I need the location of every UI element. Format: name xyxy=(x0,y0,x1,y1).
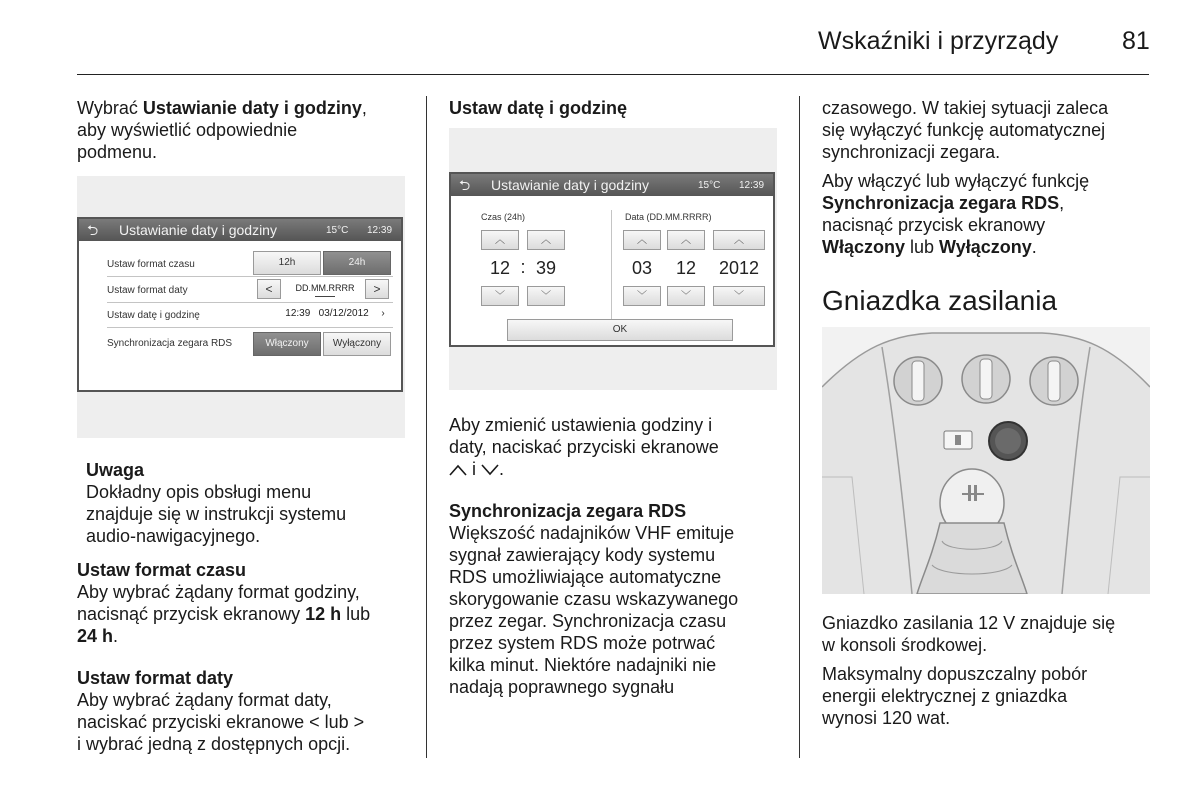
rds-section xyxy=(449,500,789,698)
screen-clock: 12:39 xyxy=(739,180,765,191)
time-format-heading: Ustaw format czasu xyxy=(77,560,247,580)
date-format-next-button[interactable]: > xyxy=(365,279,389,299)
chevron-up-icon: ︿ xyxy=(681,235,691,246)
intro-line-3: podmenu. xyxy=(77,142,158,162)
p2-line-1: Aby włączyć lub wyłączyć funkcję xyxy=(822,171,1090,191)
date-format-section xyxy=(77,667,417,755)
date-format-line-2: naciskać przyciski ekranowe < lub > xyxy=(77,712,365,732)
note-title: Uwaga xyxy=(86,460,145,480)
row-divider xyxy=(107,276,393,277)
p4-line: Maksymalny dopuszczalny pobór xyxy=(822,664,1088,684)
chevron-up-icon: ︿ xyxy=(541,235,551,246)
rds-line: przez zegar. Synchronizacja czasu xyxy=(449,611,727,631)
screen-temperature: 15°C xyxy=(698,180,721,191)
set-datetime-heading: Ustaw datę i godzinę xyxy=(449,98,628,118)
p2-line-3: nacisnąć przycisk ekranowy xyxy=(822,215,1046,235)
rds-line: przez system RDS może potrwać xyxy=(449,633,716,653)
header-rule xyxy=(77,74,1149,75)
hour-value: 12 xyxy=(489,258,511,278)
date-format-value: DD.MM.RRRR xyxy=(295,283,355,293)
p4-line: wynosi 120 wat. xyxy=(822,708,951,728)
row-divider xyxy=(107,327,393,328)
rds-line: RDS umożliwiające automatyczne xyxy=(449,567,722,587)
btn-12h[interactable]: 12h xyxy=(253,251,321,275)
time-label: Czas (24h) xyxy=(481,212,526,222)
socket-location-paragraph xyxy=(822,612,1162,656)
intro-line-1: Wybrać Ustawianie daty i godziny, xyxy=(77,98,367,118)
btn-24h[interactable]: 24h xyxy=(323,251,391,275)
rds-line: kilka minut. Niektóre nadajniki nie xyxy=(449,655,717,675)
p3-line: w konsoli środkowej. xyxy=(822,635,988,655)
month-value: 12 xyxy=(675,258,697,278)
rds-toggle-paragraph xyxy=(822,170,1162,258)
cont-line: synchronizacji zegara. xyxy=(822,142,1001,162)
column-divider-1 xyxy=(426,96,427,758)
note-line: znajduje się w instrukcji systemu xyxy=(86,504,347,524)
p1-line-2: daty, naciskać przyciski ekranowe xyxy=(449,437,719,457)
row-divider xyxy=(107,302,393,303)
back-arrow-icon[interactable]: ⮌ xyxy=(459,177,471,193)
p2-line-4: Włączony lub Wyłączony. xyxy=(822,237,1037,257)
time-format-line-2: nacisnąć przycisk ekranowy 12 h lub xyxy=(77,604,371,624)
datetime-screen-titlebar xyxy=(451,174,773,196)
time-separator: : xyxy=(520,257,526,277)
chevron-right-icon[interactable]: › xyxy=(381,308,385,319)
row-rds-label: Synchronizacja zegara RDS xyxy=(107,338,233,349)
datetime-value: 12:39 03/12/2012 xyxy=(285,308,369,319)
screen-temperature: 15°C xyxy=(326,225,349,236)
chevron-down-icon: ﹀ xyxy=(734,291,744,302)
power-socket-illustration xyxy=(822,327,1150,594)
settings-screen-title: Ustawianie daty i godziny xyxy=(119,222,277,238)
page-number: 81 xyxy=(1122,27,1150,55)
chevron-down-icon: ﹀ xyxy=(541,291,551,302)
rds-line: sygnał zawierający kody systemu xyxy=(449,545,716,565)
note-line: Dokładny opis obsługi menu xyxy=(86,482,312,502)
datetime-screen-title: Ustawianie daty i godziny xyxy=(491,177,649,193)
p4-line: energii elektrycznej z gniazdka xyxy=(822,686,1068,706)
date-format-prev-button[interactable]: < xyxy=(257,279,281,299)
btn-rds-off[interactable]: Wyłączony xyxy=(323,332,391,356)
date-format-heading: Ustaw format daty xyxy=(77,668,234,688)
date-format-line-3: i wybrać jedną z dostępnych opcji. xyxy=(77,734,351,754)
time-date-divider xyxy=(611,210,612,322)
chevron-down-icon: ﹀ xyxy=(495,291,505,302)
rds-line: skorygowanie czasu wskazywanego xyxy=(449,589,739,609)
day-value: 03 xyxy=(631,258,653,278)
date-format-line-1: Aby wybrać żądany format daty, xyxy=(77,690,332,710)
hour-up-button[interactable] xyxy=(481,230,519,250)
section-heading: Gniazdka zasilania xyxy=(822,285,1058,316)
chevron-down-icon: ﹀ xyxy=(637,291,647,302)
col1-intro xyxy=(77,97,417,163)
note-block xyxy=(86,459,416,547)
year-value: 2012 xyxy=(718,258,760,278)
row-date-format-label: Ustaw format daty xyxy=(107,285,188,296)
p3-line: Gniazdko zasilania 12 V znajduje się xyxy=(822,613,1116,633)
date-format-indicator xyxy=(315,296,335,297)
hour-down-button[interactable] xyxy=(481,286,519,306)
p1-line-1: Aby zmienić ustawienia godziny i xyxy=(449,415,713,435)
back-arrow-icon[interactable]: ⮌ xyxy=(87,222,99,238)
p1-line-3: i . xyxy=(449,458,789,480)
datetime-screen xyxy=(449,172,775,347)
chevron-up-icon xyxy=(449,463,467,477)
row-set-datetime-label[interactable]: Ustaw datę i godzinę xyxy=(107,310,200,321)
chevron-up-icon: ︿ xyxy=(495,235,505,246)
column-divider-2 xyxy=(799,96,800,758)
rds-heading: Synchronizacja zegara RDS xyxy=(449,501,687,521)
running-header-title: Wskaźniki i przyrządy xyxy=(818,27,1059,55)
month-up-button[interactable] xyxy=(667,230,705,250)
p2-line-2: Synchronizacja zegara RDS, xyxy=(822,193,1065,213)
rds-line: nadają poprawnego sygnału xyxy=(449,677,675,697)
note-line: audio-nawigacyjnego. xyxy=(86,526,261,546)
time-format-line-1: Aby wybrać żądany format godziny, xyxy=(77,582,360,602)
ok-button[interactable]: OK xyxy=(507,319,733,341)
cont-line: czasowego. W takiej sytuacji zaleca xyxy=(822,98,1109,118)
screen-clock: 12:39 xyxy=(367,225,393,236)
intro-line-2: aby wyświetlić odpowiednie xyxy=(77,120,298,140)
settings-screen xyxy=(77,217,403,392)
cont-line: się wyłączyć funkcję automatycznej xyxy=(822,120,1106,140)
chevron-down-icon: ﹀ xyxy=(681,291,691,302)
btn-rds-on[interactable]: Włączony xyxy=(253,332,321,356)
time-format-section xyxy=(77,559,417,647)
rds-continuation xyxy=(822,97,1162,163)
settings-screen-titlebar xyxy=(79,219,401,241)
date-label: Data (DD.MM.RRRR) xyxy=(625,212,712,222)
change-settings-paragraph xyxy=(449,414,789,480)
chevron-up-icon: ︿ xyxy=(734,235,744,246)
time-format-line-3: 24 h. xyxy=(77,626,119,646)
day-up-button[interactable] xyxy=(623,230,661,250)
month-down-button[interactable] xyxy=(667,286,705,306)
minute-up-button[interactable] xyxy=(527,230,565,250)
minute-down-button[interactable] xyxy=(527,286,565,306)
chevron-down-icon xyxy=(481,463,499,477)
rds-line: Większość nadajników VHF emituje xyxy=(449,523,735,543)
chevron-up-icon: ︿ xyxy=(637,235,647,246)
year-up-button[interactable] xyxy=(713,230,765,250)
row-time-format-label: Ustaw format czasu xyxy=(107,259,195,270)
minute-value: 39 xyxy=(535,258,557,278)
max-power-paragraph xyxy=(822,663,1162,729)
col2-heading-block xyxy=(449,97,789,119)
day-down-button[interactable] xyxy=(623,286,661,306)
year-down-button[interactable] xyxy=(713,286,765,306)
